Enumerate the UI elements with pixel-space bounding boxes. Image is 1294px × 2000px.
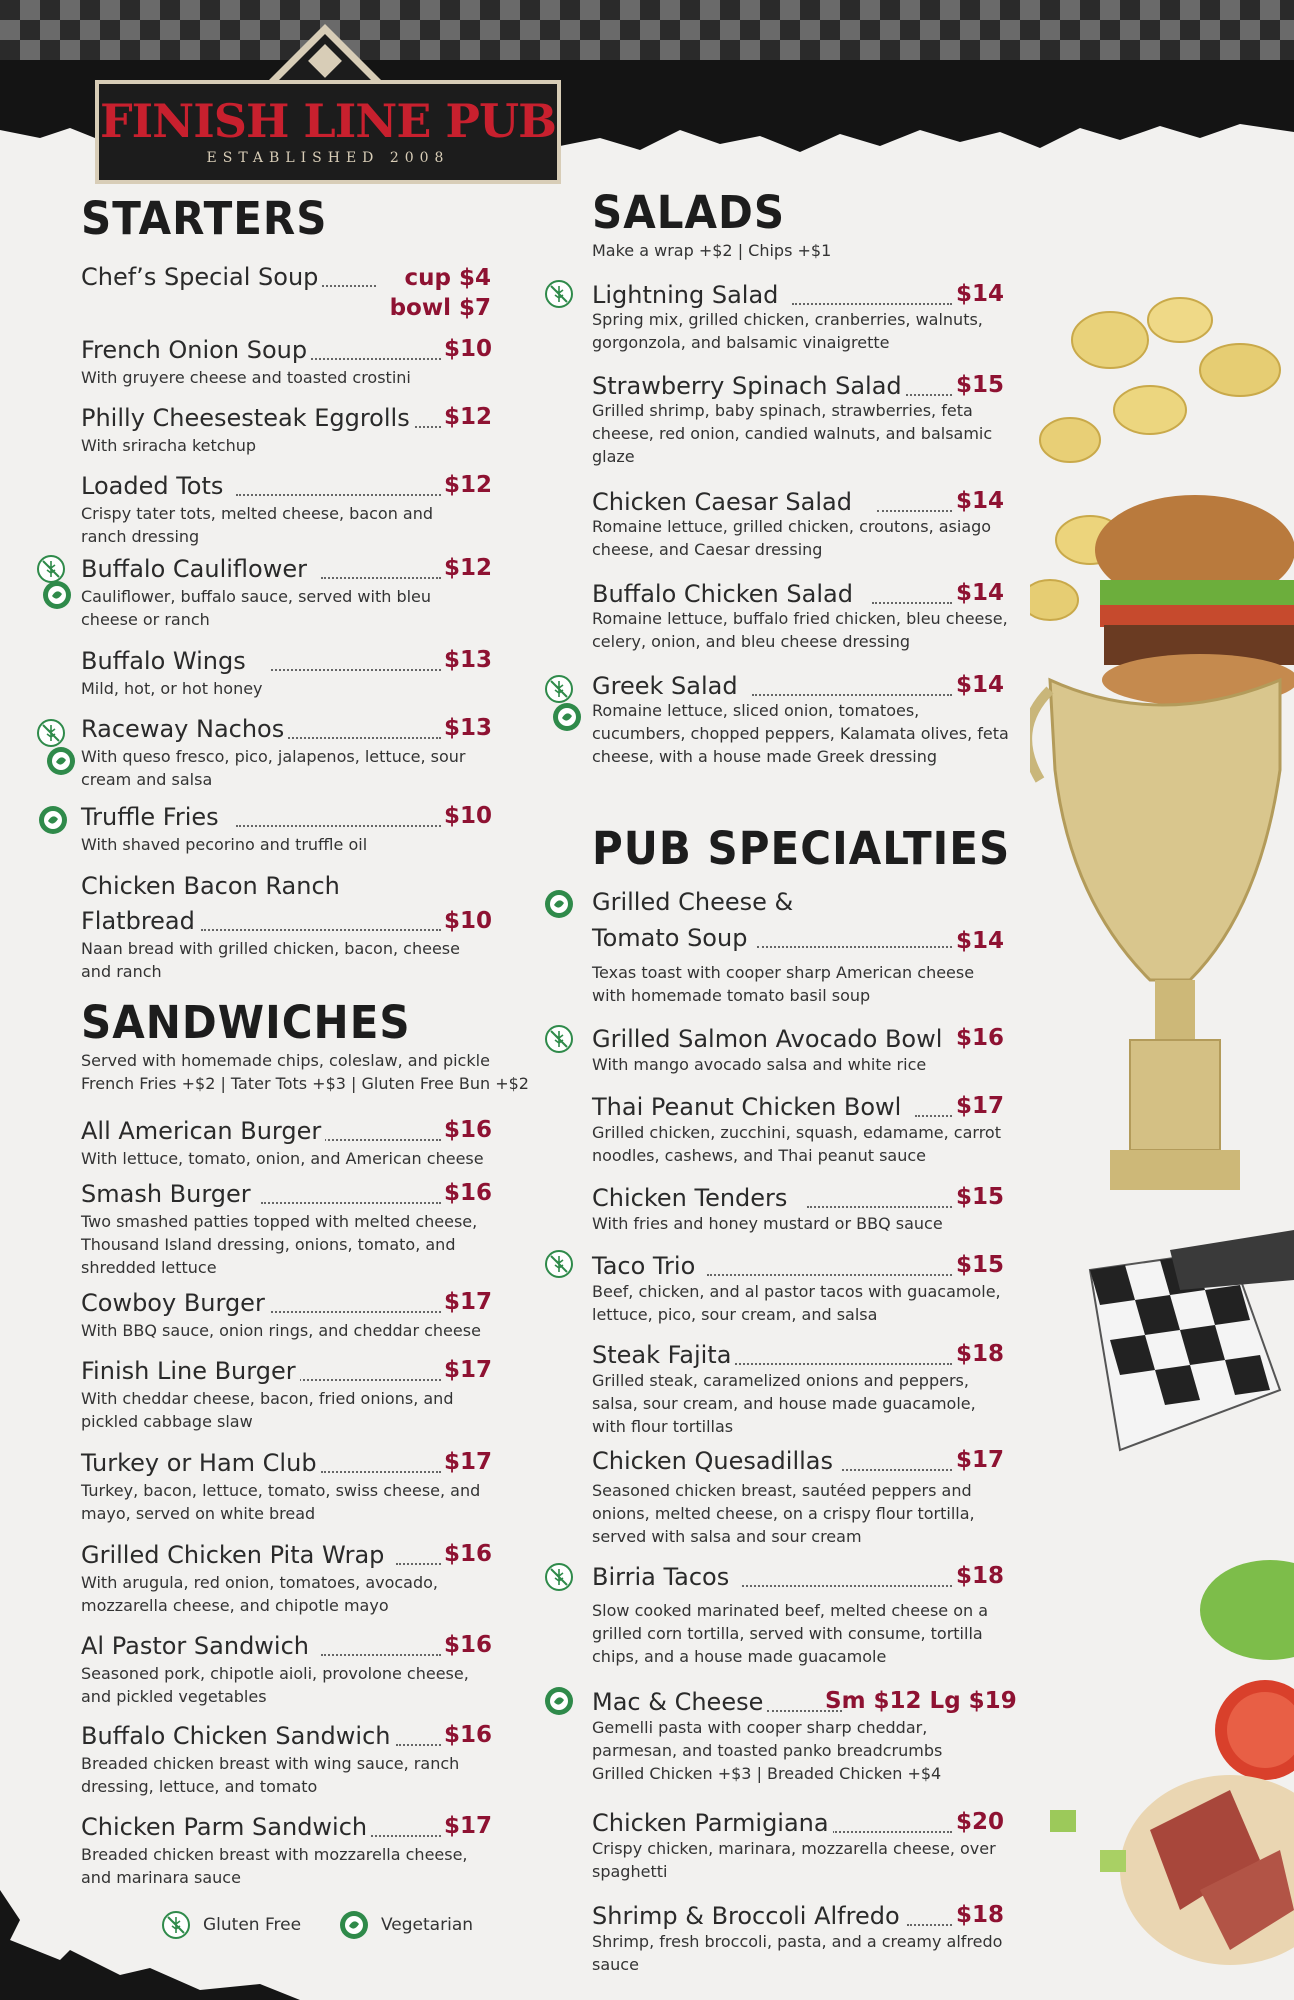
- starters-heading: STARTERS: [81, 192, 328, 245]
- item-name: Philly Cheesesteak Eggrolls: [81, 404, 414, 432]
- item-description: Breaded chicken breast with wing sauce, ranch dressing, lettuce, and tomato: [81, 1754, 460, 1796]
- item-price: $18: [956, 1563, 1005, 1589]
- item-name: Chicken Quesadillas: [592, 1447, 837, 1475]
- vegetarian-icon: [38, 805, 68, 835]
- dot-leader: [732, 1363, 952, 1365]
- item-price: $20: [956, 1809, 1005, 1835]
- item-name: Chicken Parmigiana: [592, 1809, 833, 1837]
- legend-gluten-free: Gluten Free: [203, 1915, 302, 1935]
- item-description: Turkey, bacon, lettuce, tomato, swiss cheese, and mayo, served on white bread: [81, 1481, 481, 1523]
- item-description: Crispy chicken, marinara, mozzarella cheese, over spaghetti: [592, 1839, 996, 1881]
- dot-leader: [877, 510, 952, 512]
- brand-name: FINISH LINE PUB: [99, 94, 556, 148]
- item-description: With sriracha ketchup: [81, 436, 257, 455]
- item-name: Truffle Fries: [81, 803, 223, 831]
- item-price: $17: [444, 1357, 493, 1383]
- item-description: Two smashed patties topped with melted cheese, Thousand Island dressing, onions, tomato, and shredded lettuce: [81, 1212, 478, 1277]
- dot-leader: [261, 1202, 441, 1204]
- item-description: With gruyere cheese and toasted crostini: [81, 368, 411, 387]
- dot-leader: [296, 1379, 441, 1381]
- item-price: $16: [956, 1025, 1005, 1051]
- dot-leader: [742, 1585, 952, 1587]
- item-price: $12: [444, 472, 493, 498]
- item-price: $17: [444, 1289, 493, 1315]
- menu-item: [81, 263, 491, 325]
- item-price: Sm $12 Lg $19: [825, 1688, 1017, 1714]
- item-name: Chicken Parm Sandwich: [81, 1813, 371, 1841]
- item-name: Birria Tacos: [592, 1563, 733, 1591]
- dot-leader: [236, 494, 441, 496]
- item-name: Grilled Chicken Pita Wrap: [81, 1541, 388, 1569]
- item-price: $17: [444, 1449, 493, 1475]
- item-description: With queso fresco, pico, jalapenos, lettuce, sour cream and salsa: [81, 747, 466, 789]
- dot-leader: [281, 737, 441, 739]
- vegetarian-icon: [544, 1686, 574, 1716]
- gluten-free-icon: [544, 1249, 574, 1279]
- item-name: Chicken Bacon Ranch: [81, 872, 344, 900]
- item-price: $14: [956, 928, 1005, 954]
- vegetarian-icon: [339, 1910, 369, 1940]
- logo-plate: [95, 80, 561, 184]
- dot-leader: [396, 1563, 441, 1565]
- specialties-heading: PUB SPECIALTIES: [592, 822, 1011, 875]
- item-name: French Onion Soup: [81, 336, 311, 364]
- item-price: $12: [444, 404, 493, 430]
- vegetarian-icon: [46, 746, 76, 776]
- item-name: Greek Salad: [592, 672, 742, 700]
- dot-leader: [321, 577, 441, 579]
- item-name: Mac & Cheese: [592, 1688, 767, 1716]
- dot-leader: [832, 1831, 952, 1833]
- dot-leader: [321, 1139, 441, 1141]
- item-name: Cowboy Burger: [81, 1289, 269, 1317]
- dot-leader: [807, 1206, 952, 1208]
- item-name-line2: Flatbread: [81, 907, 199, 935]
- item-price: cup $4: [404, 265, 491, 291]
- sandwiches-heading: SANDWICHES: [81, 996, 411, 1049]
- dot-leader: [321, 1654, 441, 1656]
- item-name: Chicken Caesar Salad: [592, 488, 856, 516]
- item-price: $16: [444, 1541, 493, 1567]
- item-description: With arugula, red onion, tomatoes, avocado, mozzarella cheese, and chipotle mayo: [81, 1573, 439, 1615]
- dot-leader: [915, 1115, 952, 1117]
- dot-leader: [236, 825, 441, 827]
- item-price: $16: [444, 1722, 493, 1748]
- dot-leader: [842, 1469, 952, 1471]
- salads-note: Make a wrap +$2 | Chips +$1: [592, 241, 832, 260]
- dot-leader: [902, 394, 952, 396]
- item-description: Grilled steak, caramelized onions and peppers, salsa, sour cream, and house made guacamole, with flour tortillas: [592, 1371, 976, 1436]
- item-description: Grilled shrimp, baby spinach, strawberries, feta cheese, red onion, candied walnuts, and balsamic glaze: [592, 401, 993, 466]
- torn-corner-decoration: [0, 1880, 340, 2000]
- gluten-free-icon: [36, 718, 66, 748]
- item-price: $15: [956, 372, 1005, 398]
- dot-leader: [396, 1744, 441, 1746]
- dot-leader: [201, 929, 441, 931]
- item-description: With shaved pecorino and truffle oil: [81, 835, 368, 854]
- item-name: Steak Fajita: [592, 1341, 735, 1369]
- dot-leader: [752, 694, 952, 696]
- item-price: $16: [444, 1632, 493, 1658]
- dot-leader: [271, 669, 441, 671]
- vegetarian-icon: [42, 580, 72, 610]
- item-price-alt: bowl $7: [389, 295, 491, 321]
- item-name: Loaded Tots: [81, 472, 227, 500]
- item-name: Buffalo Wings: [81, 647, 250, 675]
- item-name: Buffalo Cauliflower: [81, 555, 311, 583]
- item-description: With fries and honey mustard or BBQ sauce: [592, 1214, 943, 1233]
- item-name: Chef’s Special Soup: [81, 263, 322, 291]
- item-name: Lightning Salad: [592, 281, 782, 309]
- vegetarian-icon: [552, 702, 582, 732]
- dot-leader: [371, 1835, 441, 1837]
- dot-leader: [271, 1311, 441, 1313]
- item-name-line2: Tomato Soup: [592, 924, 751, 952]
- item-description: With BBQ sauce, onion rings, and cheddar cheese: [81, 1321, 481, 1340]
- item-description: Breaded chicken breast with mozzarella cheese, and marinara sauce: [81, 1845, 468, 1887]
- dot-leader: [707, 1274, 952, 1276]
- item-name: Raceway Nachos: [81, 715, 288, 743]
- decorative-food-trophy-art: [1030, 210, 1294, 2000]
- item-price: $10: [444, 908, 493, 934]
- gluten-free-icon: [544, 279, 574, 309]
- item-name: Taco Trio: [592, 1252, 699, 1280]
- item-name: Thai Peanut Chicken Bowl: [592, 1093, 905, 1121]
- item-addons: Grilled Chicken +$3 | Breaded Chicken +$4: [592, 1764, 942, 1783]
- item-name: All American Burger: [81, 1117, 325, 1145]
- dot-leader: [321, 1471, 441, 1473]
- item-price: $14: [956, 281, 1005, 307]
- dot-leader: [767, 1710, 842, 1712]
- item-price: $17: [956, 1093, 1005, 1119]
- item-name: Grilled Salmon Avocado Bowl: [592, 1025, 946, 1053]
- item-name: Chicken Tenders: [592, 1184, 791, 1212]
- item-price: $13: [444, 647, 493, 673]
- item-name: Shrimp & Broccoli Alfredo: [592, 1902, 904, 1930]
- item-description: Seasoned chicken breast, sautéed peppers and onions, melted cheese, on a crispy flour tortilla, served with salsa and sour cream: [592, 1481, 975, 1546]
- item-description: Naan bread with grilled chicken, bacon, cheese and ranch: [81, 939, 460, 981]
- item-description: Grilled chicken, zucchini, squash, edamame, carrot noodles, cashews, and Thai peanut sauce: [592, 1123, 1001, 1165]
- item-description: Gemelli pasta with cooper sharp cheddar, parmesan, and toasted panko breadcrumbs: [592, 1718, 943, 1760]
- salads-heading: SALADS: [592, 186, 786, 239]
- item-description: Spring mix, grilled chicken, cranberries, walnuts, gorgonzola, and balsamic vinaigrette: [592, 310, 983, 352]
- item-description: Romaine lettuce, grilled chicken, croutons, asiago cheese, and Caesar dressing: [592, 517, 992, 559]
- item-price: $12: [444, 555, 493, 581]
- brand-tagline: ESTABLISHED 2008: [206, 150, 450, 166]
- item-description: With mango avocado salsa and white rice: [592, 1055, 927, 1074]
- item-price: $10: [444, 336, 493, 362]
- gluten-free-icon: [544, 1562, 574, 1592]
- item-description: Seasoned pork, chipotle aioli, provolone cheese, and pickled vegetables: [81, 1664, 469, 1706]
- item-price: $17: [956, 1447, 1005, 1473]
- dot-leader: [311, 358, 441, 360]
- item-price: $16: [444, 1117, 493, 1143]
- item-description: Slow cooked marinated beef, melted cheese on a grilled corn tortilla, served with consume, tortilla chips, and a house made guacamole: [592, 1601, 989, 1666]
- item-price: $17: [444, 1813, 493, 1839]
- item-price: $18: [956, 1902, 1005, 1928]
- dot-leader: [792, 303, 952, 305]
- legend-vegetarian: Vegetarian: [381, 1915, 474, 1935]
- sandwiches-note: Served with homemade chips, coleslaw, and pickle: [81, 1051, 490, 1070]
- item-name: Buffalo Chicken Salad: [592, 580, 857, 608]
- dot-leader: [757, 946, 952, 948]
- item-name: Turkey or Ham Club: [81, 1449, 321, 1477]
- item-description: Romaine lettuce, sliced onion, tomatoes, cucumbers, chopped peppers, Kalamata olives, feta cheese, with a house made Greek dressing: [592, 701, 1009, 766]
- item-name: Strawberry Spinach Salad: [592, 372, 906, 400]
- item-description: With cheddar cheese, bacon, fried onions, and pickled cabbage slaw: [81, 1389, 454, 1431]
- item-price: $13: [444, 715, 493, 741]
- gluten-free-icon: [544, 674, 574, 704]
- item-name: Smash Burger: [81, 1180, 255, 1208]
- item-price: $15: [956, 1252, 1005, 1278]
- item-description: Shrimp, fresh broccoli, pasta, and a creamy alfredo sauce: [592, 1932, 1003, 1974]
- vegetarian-icon: [544, 889, 574, 919]
- sandwiches-sides-note: French Fries +$2 | Tater Tots +$3 | Gluten Free Bun +$2: [81, 1074, 529, 1093]
- item-description: Beef, chicken, and al pastor tacos with guacamole, lettuce, pico, sour cream, and salsa: [592, 1282, 1001, 1324]
- item-name: Buffalo Chicken Sandwich: [81, 1722, 394, 1750]
- item-description: Mild, hot, or hot honey: [81, 679, 263, 698]
- item-name: Finish Line Burger: [81, 1357, 300, 1385]
- item-description: Texas toast with cooper sharp American cheese with homemade tomato basil soup: [592, 963, 975, 1005]
- item-price: $15: [956, 1184, 1005, 1210]
- item-description: Crispy tater tots, melted cheese, bacon and ranch dressing: [81, 504, 434, 546]
- item-price: $18: [956, 1341, 1005, 1367]
- item-price: $10: [444, 803, 493, 829]
- item-description: Romaine lettuce, buffalo fried chicken, bleu cheese, celery, onion, and bleu cheese dressing: [592, 609, 1008, 651]
- item-name: Al Pastor Sandwich: [81, 1632, 313, 1660]
- item-price: $14: [956, 580, 1005, 606]
- gluten-free-icon: [544, 1024, 574, 1054]
- dot-leader: [411, 426, 441, 428]
- item-price: $14: [956, 488, 1005, 514]
- item-name: Grilled Cheese &: [592, 888, 797, 916]
- item-price: $16: [444, 1180, 493, 1206]
- item-description: Cauliflower, buffalo sauce, served with bleu cheese or ranch: [81, 587, 432, 629]
- item-price: $14: [956, 672, 1005, 698]
- item-description: With lettuce, tomato, onion, and American cheese: [81, 1149, 484, 1168]
- dot-leader: [872, 602, 952, 604]
- dot-leader: [907, 1924, 952, 1926]
